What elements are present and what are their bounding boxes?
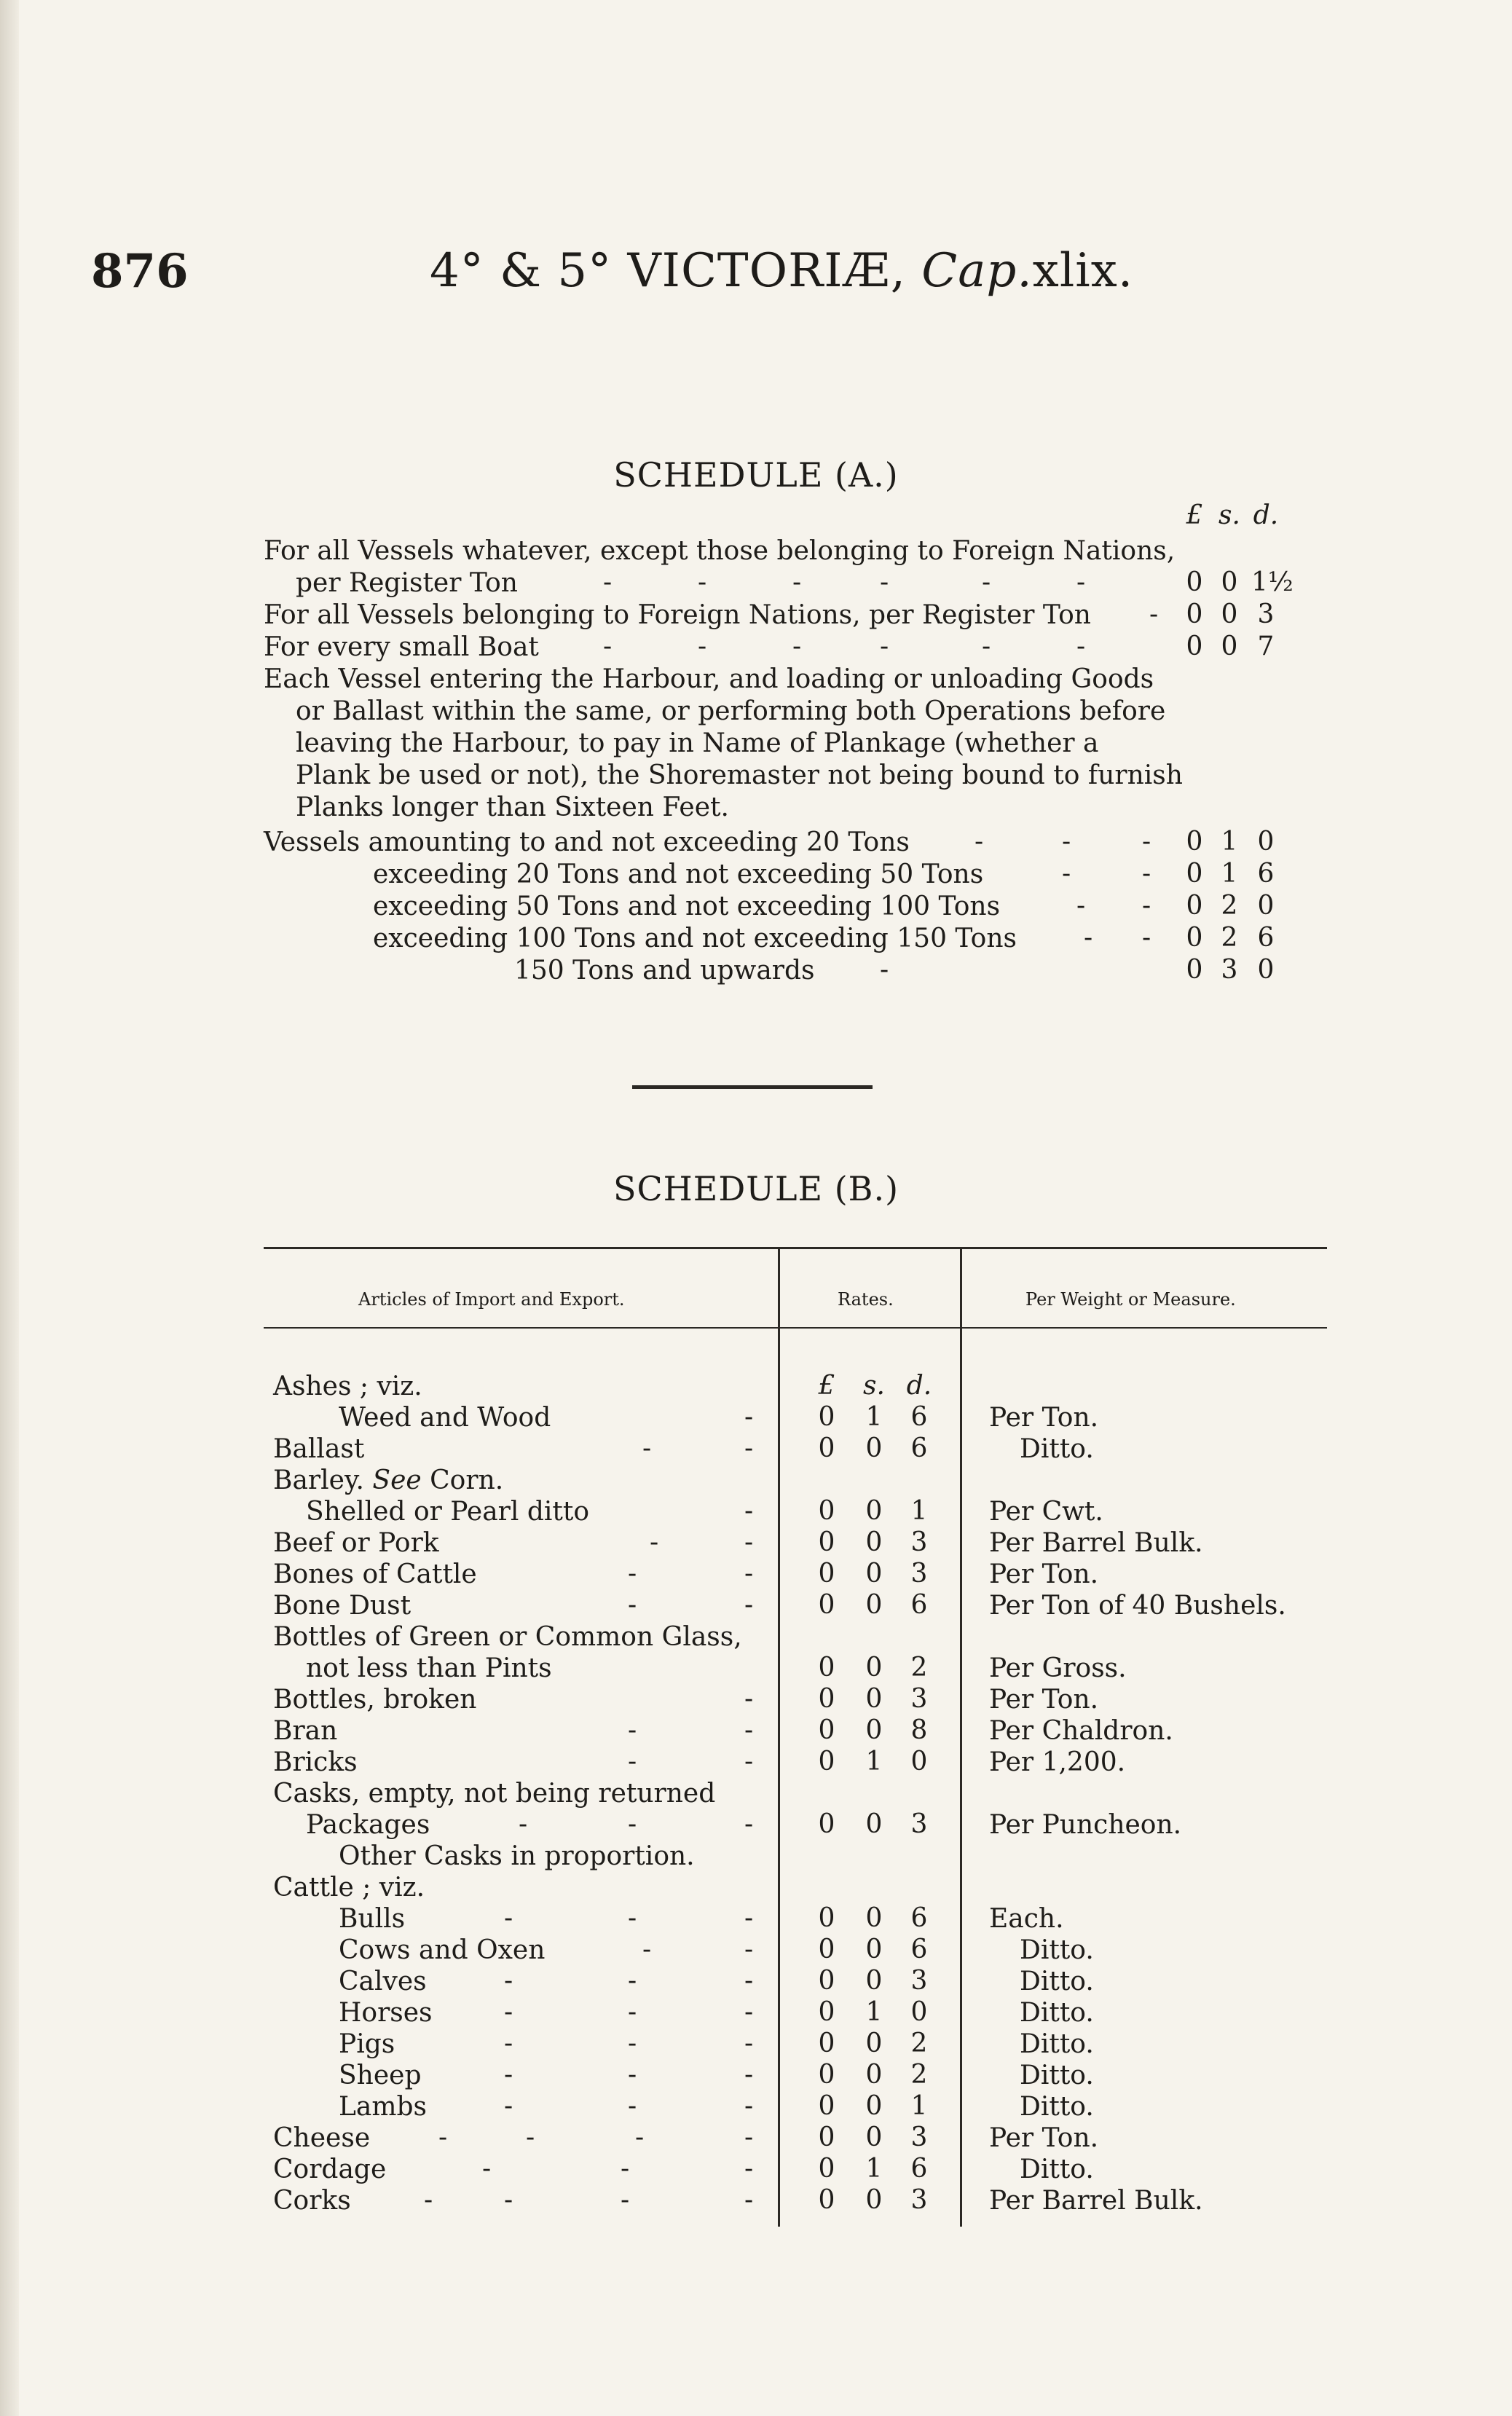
measure-cell: Per Ton. — [989, 2123, 1099, 2153]
column-rule-rates-right — [960, 1247, 962, 2227]
leader-dash: - — [628, 1966, 637, 1996]
rate-pence: 3 — [910, 1527, 928, 1557]
rate-pence: 2 — [910, 2029, 928, 2058]
article-cell: Sheep — [339, 2061, 422, 2090]
rate-shillings: 1 — [865, 1747, 883, 1776]
measure-cell: Per Barrel Bulk. — [989, 1528, 1203, 1558]
article-cell: Lambs — [339, 2092, 428, 2122]
amount-shillings: 1 — [1221, 827, 1238, 857]
leader-dash: - — [628, 1590, 637, 1620]
rate-pence: 6 — [910, 1433, 928, 1463]
amount-pence: 0 — [1257, 891, 1275, 921]
rate-pounds: 0 — [818, 1559, 835, 1589]
amount-pounds: 0 — [1186, 567, 1203, 597]
rate-shillings: 0 — [865, 2122, 883, 2152]
leader-dash: - — [504, 1903, 513, 1933]
article-cell: Packages — [306, 1810, 430, 1840]
article-cell: Shelled or Pearl ditto — [306, 1497, 590, 1527]
schedule-a-row-text: leaving the Harbour, to pay in Name of Plankage (whether a — [296, 728, 1099, 758]
running-title-chapter: xlix. — [1032, 244, 1134, 298]
rate-shillings: 0 — [865, 1433, 883, 1463]
rate-shillings: 0 — [865, 1935, 883, 1964]
amount-pounds: 0 — [1186, 923, 1203, 953]
measure-cell: Per Ton. — [989, 1403, 1099, 1433]
rate-shillings: 0 — [865, 2060, 883, 2090]
leader-dash: - — [1076, 631, 1086, 661]
leader-dash: - — [792, 567, 802, 597]
rate-pounds: 0 — [818, 2185, 835, 2215]
rate-pence: 6 — [910, 1935, 928, 1964]
rate-pence: 3 — [910, 2185, 928, 2215]
column-header-articles: Articles of Import and Export. — [358, 1289, 625, 1310]
column-header-measure: Per Weight or Measure. — [1025, 1289, 1236, 1310]
rate-pence: 2 — [910, 2060, 928, 2090]
schedule-a-row-text: Each Vessel entering the Harbour, and loading or unloading Goods — [264, 664, 1154, 694]
article-cell: Corks — [273, 2186, 351, 2216]
leader-dash: - — [642, 1433, 652, 1463]
amount-pence: 6 — [1257, 923, 1275, 953]
rate-pounds: 0 — [818, 1935, 835, 1964]
leader-dash: - — [650, 1527, 659, 1557]
schedule-a-row-text: exceeding 20 Tons and not exceeding 50 Tons — [373, 859, 984, 889]
article-see-italic: See — [372, 1465, 422, 1495]
amount-shillings: 2 — [1221, 891, 1238, 921]
rate-pence: 3 — [910, 1809, 928, 1839]
rate-pence: 3 — [910, 2122, 928, 2152]
measure-cell: Per Chaldron. — [989, 1716, 1173, 1746]
article-cell: Calves — [339, 1967, 427, 1996]
rate-pounds: 0 — [818, 1402, 835, 1432]
rate-pence: 1 — [910, 1496, 928, 1526]
rate-pence: 1 — [910, 2091, 928, 2121]
amount-pence: 3 — [1257, 599, 1275, 629]
article-cell: Bulls — [339, 1904, 406, 1934]
leader-dash: - — [744, 1809, 754, 1839]
leader-dash: - — [744, 2185, 754, 2215]
article-cell — [273, 1465, 503, 1497]
amount-pence: 6 — [1257, 859, 1275, 889]
article-cell: Other Casks in proportion. — [339, 1841, 695, 1871]
schedule-a-row-text: or Ballast within the same, or performing both Operations before — [296, 696, 1166, 726]
leader-dash: - — [504, 2060, 513, 2090]
article-cell: Bran — [273, 1716, 338, 1746]
article-cell: Ballast — [273, 1434, 365, 1464]
amount-pounds: 0 — [1186, 631, 1203, 661]
amount-pence: 0 — [1257, 827, 1275, 857]
rate-shillings: 0 — [865, 1715, 883, 1745]
rate-pounds: 0 — [818, 1590, 835, 1620]
leader-dash: - — [424, 2185, 433, 2215]
leader-dash: - — [519, 1809, 528, 1839]
schedule-a-row-text: exceeding 100 Tons and not exceeding 150 Tons — [373, 924, 1017, 953]
rate-pence: 6 — [910, 1903, 928, 1933]
rate-pence: 6 — [910, 1402, 928, 1432]
leader-dash: - — [1076, 891, 1086, 921]
table-top-rule — [264, 1247, 1327, 1249]
measure-cell: Ditto. — [1020, 2155, 1094, 2184]
leader-dash: - — [698, 567, 707, 597]
leader-dash: - — [526, 2122, 535, 2152]
leader-dash: - — [1062, 859, 1071, 889]
leader-dash: - — [1084, 923, 1093, 953]
rate-pounds: 0 — [818, 2091, 835, 2121]
rate-pounds: 0 — [818, 1903, 835, 1933]
amount-shillings: 0 — [1221, 599, 1238, 629]
leader-dash: - — [744, 1997, 754, 2027]
measure-cell: Per Gross. — [989, 1653, 1127, 1683]
leader-dash: - — [792, 631, 802, 661]
leader-dash: - — [880, 567, 889, 597]
leader-dash: - — [982, 567, 991, 597]
leader-dash: - — [628, 1809, 637, 1839]
leader-dash: - — [744, 1496, 754, 1526]
amount-shillings: 3 — [1221, 955, 1238, 985]
leader-dash: - — [744, 1684, 754, 1714]
measure-cell: Ditto. — [1020, 2061, 1094, 2090]
schedule-a-title: SCHEDULE (A.) — [613, 455, 899, 495]
amount-pence: 0 — [1257, 955, 1275, 985]
leader-dash: - — [628, 1747, 637, 1776]
article-cell: Ashes ; viz. — [273, 1372, 422, 1401]
article-cell: Bone Dust — [273, 1591, 412, 1621]
measure-cell: Ditto. — [1020, 1998, 1094, 2028]
measure-cell: Per 1,200. — [989, 1747, 1126, 1777]
leader-dash: - — [744, 1747, 754, 1776]
leader-dash: - — [642, 1935, 652, 1964]
page-number: 876 — [91, 244, 189, 299]
rate-shillings: 0 — [865, 1527, 883, 1557]
schedule-a-pence-header: d. — [1253, 500, 1279, 530]
rate-shillings: 0 — [865, 2029, 883, 2058]
schedule-a-row-text: exceeding 50 Tons and not exceeding 100 Tons — [373, 892, 1001, 921]
rate-shillings: 0 — [865, 1590, 883, 1620]
rates-shillings-header: s. — [863, 1371, 885, 1401]
amount-pounds: 0 — [1186, 955, 1203, 985]
rates-pounds-header: £ — [818, 1371, 835, 1401]
rate-pounds: 0 — [818, 1997, 835, 2027]
leader-dash: - — [628, 1715, 637, 1745]
rate-shillings: 1 — [865, 1997, 883, 2027]
amount-shillings: 2 — [1221, 923, 1238, 953]
measure-cell: Each. — [989, 1904, 1064, 1934]
rate-pence: 2 — [910, 1653, 928, 1683]
article-cell: not less than Pints — [306, 1653, 552, 1683]
leader-dash: - — [1142, 827, 1151, 857]
measure-cell: Per Ton. — [989, 1559, 1099, 1589]
running-title-main: 4° & 5° VICTORIÆ, — [430, 244, 906, 298]
leader-dash: - — [635, 2122, 645, 2152]
rate-pounds: 0 — [818, 1527, 835, 1557]
leader-dash: - — [1149, 599, 1159, 629]
rate-pence: 0 — [910, 1747, 928, 1776]
schedule-a-row-text: For all Vessels whatever, except those belonging to Foreign Nations, — [264, 536, 1176, 566]
rate-pounds: 0 — [818, 2060, 835, 2090]
rate-shillings: 0 — [865, 1559, 883, 1589]
leader-dash: - — [628, 2060, 637, 2090]
leader-dash: - — [744, 2154, 754, 2184]
leader-dash: - — [628, 2091, 637, 2121]
leader-dash: - — [744, 1559, 754, 1589]
column-header-rates: Rates. — [838, 1289, 894, 1310]
rate-pounds: 0 — [818, 1747, 835, 1776]
leader-dash: - — [744, 1935, 754, 1964]
rate-pounds: 0 — [818, 1684, 835, 1714]
rate-pounds: 0 — [818, 2154, 835, 2184]
rate-pence: 3 — [910, 1684, 928, 1714]
measure-cell: Per Ton of 40 Bushels. — [989, 1591, 1286, 1621]
article-cell: Bottles of Green or Common Glass, — [273, 1622, 742, 1652]
running-title — [430, 244, 1133, 298]
leader-dash: - — [621, 2185, 630, 2215]
article-cell: Casks, empty, not being returned — [273, 1779, 716, 1809]
leader-dash: - — [880, 631, 889, 661]
leader-dash: - — [628, 1903, 637, 1933]
article-text: Barley. — [273, 1465, 364, 1495]
amount-pounds: 0 — [1186, 599, 1203, 629]
leader-dash: - — [744, 2091, 754, 2121]
leader-dash: - — [744, 1903, 754, 1933]
article-cell: Beef or Pork — [273, 1528, 439, 1558]
leader-dash: - — [744, 1590, 754, 1620]
measure-cell: Ditto. — [1020, 2092, 1094, 2122]
measure-cell: Per Puncheon. — [989, 1810, 1182, 1840]
rate-shillings: 0 — [865, 1653, 883, 1683]
leader-dash: - — [438, 2122, 448, 2152]
measure-cell: Ditto. — [1020, 1967, 1094, 1996]
rate-shillings: 0 — [865, 1496, 883, 1526]
leader-dash: - — [744, 1966, 754, 1996]
schedule-a-row-text: per Register Ton — [296, 568, 518, 598]
leader-dash: - — [603, 631, 613, 661]
schedule-b-title: SCHEDULE (B.) — [613, 1169, 899, 1208]
article-cell: Bricks — [273, 1747, 358, 1777]
section-divider — [632, 1085, 873, 1089]
rate-pence: 3 — [910, 1559, 928, 1589]
leader-dash: - — [744, 1527, 754, 1557]
amount-pence: 1½ — [1251, 567, 1294, 597]
amount-shillings: 0 — [1221, 631, 1238, 661]
rate-shillings: 1 — [865, 2154, 883, 2184]
leader-dash: - — [1142, 859, 1151, 889]
rate-pounds: 0 — [818, 1433, 835, 1463]
rate-pence: 8 — [910, 1715, 928, 1745]
amount-pence: 7 — [1257, 631, 1275, 661]
measure-cell: Ditto. — [1020, 2029, 1094, 2059]
leader-dash: - — [504, 2029, 513, 2058]
rate-pence: 6 — [910, 1590, 928, 1620]
leader-dash: - — [504, 2185, 513, 2215]
rate-pence: 6 — [910, 2154, 928, 2184]
schedule-a-row-text: For every small Boat — [264, 632, 539, 662]
rate-shillings: 0 — [865, 1903, 883, 1933]
amount-pounds: 0 — [1186, 827, 1203, 857]
leader-dash: - — [1142, 923, 1151, 953]
article-cell: Cattle ; viz. — [273, 1873, 425, 1902]
rate-pounds: 0 — [818, 1966, 835, 1996]
measure-cell: Ditto. — [1020, 1434, 1094, 1464]
article-cell: Cheese — [273, 2123, 371, 2153]
schedule-a-row-text: Plank be used or not), the Shoremaster not being bound to furnish — [296, 760, 1183, 790]
leader-dash: - — [982, 631, 991, 661]
rate-shillings: 0 — [865, 2091, 883, 2121]
leader-dash: - — [603, 567, 613, 597]
leader-dash: - — [482, 2154, 492, 2184]
leader-dash: - — [1076, 567, 1086, 597]
running-title-cap: Cap. — [921, 244, 1033, 298]
schedule-a-shillings-header: s. — [1218, 500, 1240, 530]
rate-shillings: 1 — [865, 1402, 883, 1432]
article-cell: Pigs — [339, 2029, 395, 2059]
rates-pence-header: d. — [906, 1371, 932, 1401]
leader-dash: - — [628, 1997, 637, 2027]
leader-dash: - — [621, 2154, 630, 2184]
measure-cell: Per Cwt. — [989, 1497, 1103, 1527]
leader-dash: - — [504, 2091, 513, 2121]
article-cell: Bottles, broken — [273, 1685, 477, 1715]
rate-pounds: 0 — [818, 1715, 835, 1745]
leader-dash: - — [504, 1997, 513, 2027]
schedule-a-row-text: 150 Tons and upwards — [514, 956, 815, 985]
article-cell: Cows and Oxen — [339, 1935, 546, 1965]
rate-pounds: 0 — [818, 2029, 835, 2058]
rate-shillings: 0 — [865, 1809, 883, 1839]
schedule-a-row-text: For all Vessels belonging to Foreign Nations, per Register Ton — [264, 600, 1091, 630]
rate-pounds: 0 — [818, 1809, 835, 1839]
schedule-a-row-text: Vessels amounting to and not exceeding 20 Tons — [264, 827, 910, 857]
leader-dash: - — [744, 1402, 754, 1432]
leader-dash: - — [744, 1433, 754, 1463]
article-cross-reference: Corn. — [430, 1465, 504, 1495]
header-bottom-rule — [264, 1327, 1327, 1329]
rate-shillings: 0 — [865, 1966, 883, 1996]
leader-dash: - — [744, 2060, 754, 2090]
rate-pence: 0 — [910, 1997, 928, 2027]
leader-dash: - — [974, 827, 984, 857]
measure-cell: Per Barrel Bulk. — [989, 2186, 1203, 2216]
rate-shillings: 0 — [865, 2185, 883, 2215]
rate-pounds: 0 — [818, 2122, 835, 2152]
leader-dash: - — [628, 1559, 637, 1589]
leader-dash: - — [504, 1966, 513, 1996]
amount-shillings: 1 — [1221, 859, 1238, 889]
leader-dash: - — [1142, 891, 1151, 921]
amount-pounds: 0 — [1186, 891, 1203, 921]
schedule-a-row-text: Planks longer than Sixteen Feet. — [296, 792, 729, 822]
leader-dash: - — [628, 2029, 637, 2058]
amount-pounds: 0 — [1186, 859, 1203, 889]
column-rule-rates-left — [778, 1247, 780, 2227]
rate-shillings: 0 — [865, 1684, 883, 1714]
article-cell: Bones of Cattle — [273, 1559, 477, 1589]
rate-pounds: 0 — [818, 1496, 835, 1526]
leader-dash: - — [744, 2029, 754, 2058]
amount-shillings: 0 — [1221, 567, 1238, 597]
article-cell: Horses — [339, 1998, 433, 2028]
article-cell: Weed and Wood — [339, 1403, 551, 1433]
rate-pounds: 0 — [818, 1653, 835, 1683]
leader-dash: - — [744, 2122, 754, 2152]
leader-dash: - — [1062, 827, 1071, 857]
schedule-a-pounds-header: £ — [1186, 500, 1203, 530]
measure-cell: Per Ton. — [989, 1685, 1099, 1715]
rate-pence: 3 — [910, 1966, 928, 1996]
leader-dash: - — [744, 1715, 754, 1745]
article-cell: Cordage — [273, 2155, 387, 2184]
leader-dash: - — [880, 955, 889, 985]
measure-cell: Ditto. — [1020, 1935, 1094, 1965]
leader-dash: - — [698, 631, 707, 661]
